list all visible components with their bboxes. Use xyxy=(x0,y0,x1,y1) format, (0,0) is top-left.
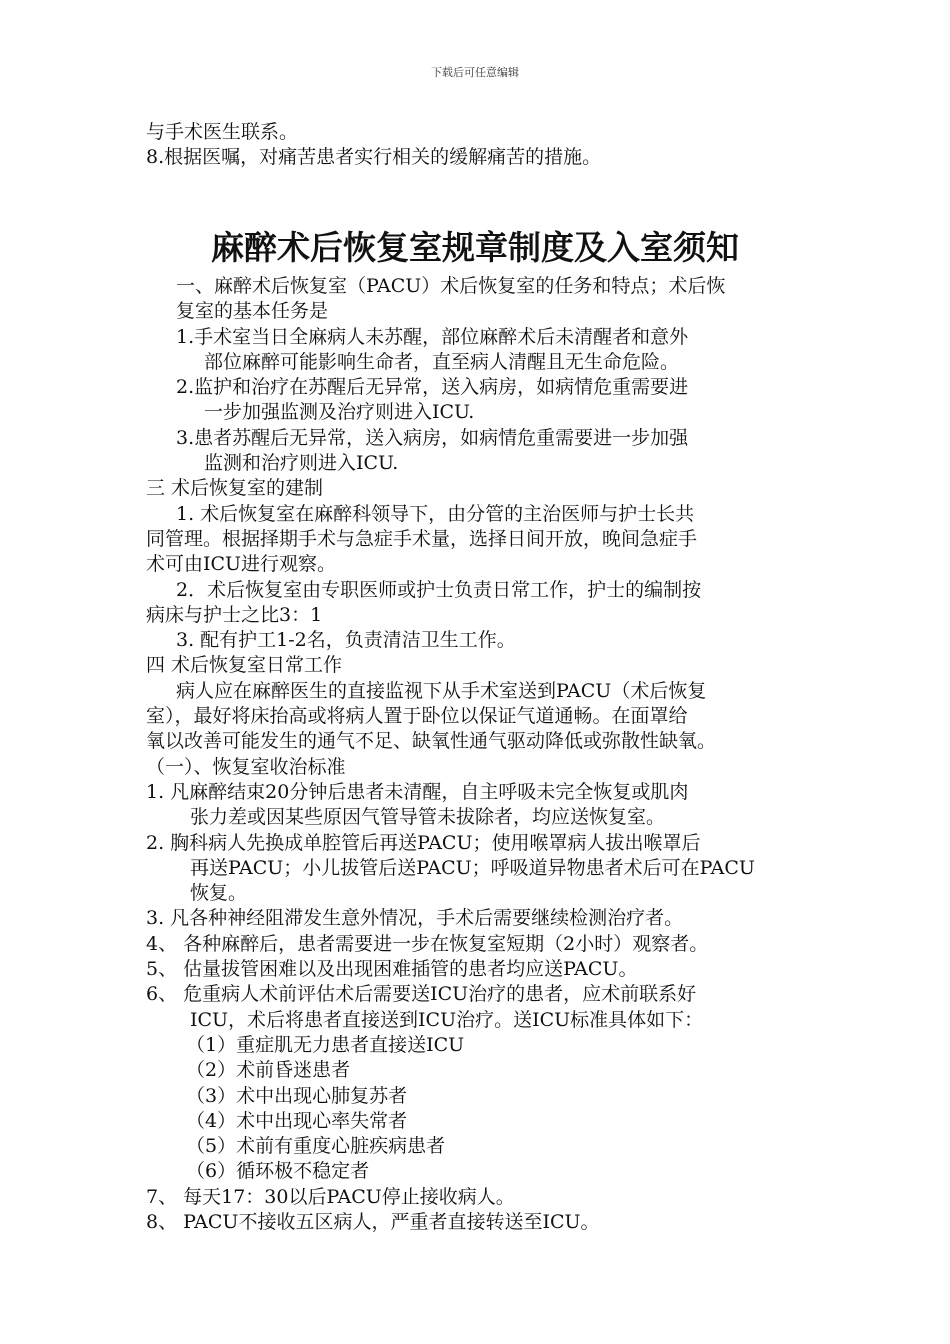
body-line: 3. 配有护工1-2名，负责清洁卫生工作。 xyxy=(176,629,516,652)
body-line: 4、 各种麻醉后，患者需要进一步在恢复室短期（2小时）观察者。 xyxy=(146,932,709,955)
body-line: （2）术前昏迷患者 xyxy=(186,1059,351,1082)
body-line: 2. 胸科病人先换成单腔管后再送PACU；使用喉罩病人拔出喉罩后 xyxy=(146,831,701,854)
document-body xyxy=(146,274,826,1235)
body-line: 术可由ICU进行观察。 xyxy=(146,553,337,576)
body-line: 1. 术后恢复室在麻醉科领导下，由分管的主治医师与护士长共 xyxy=(176,502,695,525)
body-line: （6）循环极不稳定者 xyxy=(186,1160,370,1183)
body-line: （5）术前有重度心脏疾病患者 xyxy=(186,1135,446,1158)
body-line: 张力差或因某些原因气管导管未拔除者，均应送恢复室。 xyxy=(190,806,666,829)
body-line: ICU，术后将患者直接送到ICU治疗。送ICU标准具体如下： xyxy=(190,1008,704,1031)
body-line: （1）重症肌无力患者直接送ICU xyxy=(186,1033,465,1056)
body-line: 8、 PACU不接收五区病人，严重者直接转送至ICU。 xyxy=(146,1210,600,1233)
text-line: 8.根据医嘱，对痛苦患者实行相关的缓解痛苦的措施。 xyxy=(146,146,602,168)
body-line: 1. 凡麻醉结束20分钟后患者未清醒，自主呼吸未完全恢复或肌肉 xyxy=(146,780,689,803)
body-line: 四 术后恢复室日常工作 xyxy=(146,654,343,677)
text-line: 与手术医生联系。 xyxy=(146,121,299,143)
body-line: （一）、恢复室收治标准 xyxy=(146,755,346,778)
body-line: 2.监护和治疗在苏醒后无异常，送入病房，如病情危重需要进 xyxy=(176,376,689,399)
body-line: 6、 危重病人术前评估术后需要送ICU治疗的患者，应术前联系好 xyxy=(146,983,697,1006)
body-line: 一步加强监测及治疗则进入ICU. xyxy=(204,401,475,424)
body-line: 部位麻醉可能影响生命者，直至病人清醒且无生命危险。 xyxy=(204,350,680,373)
body-line: 7、 每天17：30以后PACU停止接收病人。 xyxy=(146,1185,515,1208)
body-line: 1.手术室当日全麻病人未苏醒，部位麻醉术后未清醒者和意外 xyxy=(176,325,689,348)
body-line: 一、麻醉术后恢复室（PACU）术后恢复室的任务和特点；术后恢 xyxy=(176,275,726,297)
page-header: 下载后可任意编辑 xyxy=(431,66,519,79)
body-line: 复室的基本任务是 xyxy=(176,300,329,323)
document-title: 麻醉术后恢复室规章制度及入室须知 xyxy=(211,228,739,267)
body-line: 恢复。 xyxy=(190,882,248,905)
body-line: 病人应在麻醉医生的直接监视下从手术室送到PACU（术后恢复 xyxy=(176,679,707,702)
body-line: 三 术后恢复室的建制 xyxy=(146,477,324,500)
continued-text xyxy=(146,120,826,170)
body-line: 同管理。根据择期手术与急症手术量，选择日间开放，晚间急症手 xyxy=(146,527,698,550)
body-line: 再送PACU；小儿拔管后送PACU；呼吸道异物患者术后可在PACU xyxy=(190,856,755,879)
body-line: （4）术中出现心率失常者 xyxy=(186,1109,408,1132)
body-line: （3）术中出现心肺复苏者 xyxy=(186,1084,408,1107)
body-line: 室），最好将床抬高或将病人置于卧位以保证气道通畅。在面罩给 xyxy=(146,705,688,728)
body-line: 2．术后恢复室由专职医师或护士负责日常工作，护士的编制按 xyxy=(176,578,702,601)
body-line: 3.患者苏醒后无异常，送入病房，如病情危重需要进一步加强 xyxy=(176,426,689,449)
body-line: 3. 凡各种神经阻滞发生意外情况，手术后需要继续检测治疗者。 xyxy=(146,907,684,930)
body-line: 氧以改善可能发生的通气不足、缺氧性通气驱动降低或弥散性缺氧。 xyxy=(146,730,717,753)
body-line: 病床与护士之比3：1 xyxy=(146,603,323,626)
body-line: 5、 估量拔管困难以及出现困难插管的患者均应送PACU。 xyxy=(146,958,638,981)
body-line: 监测和治疗则进入ICU. xyxy=(204,452,399,475)
